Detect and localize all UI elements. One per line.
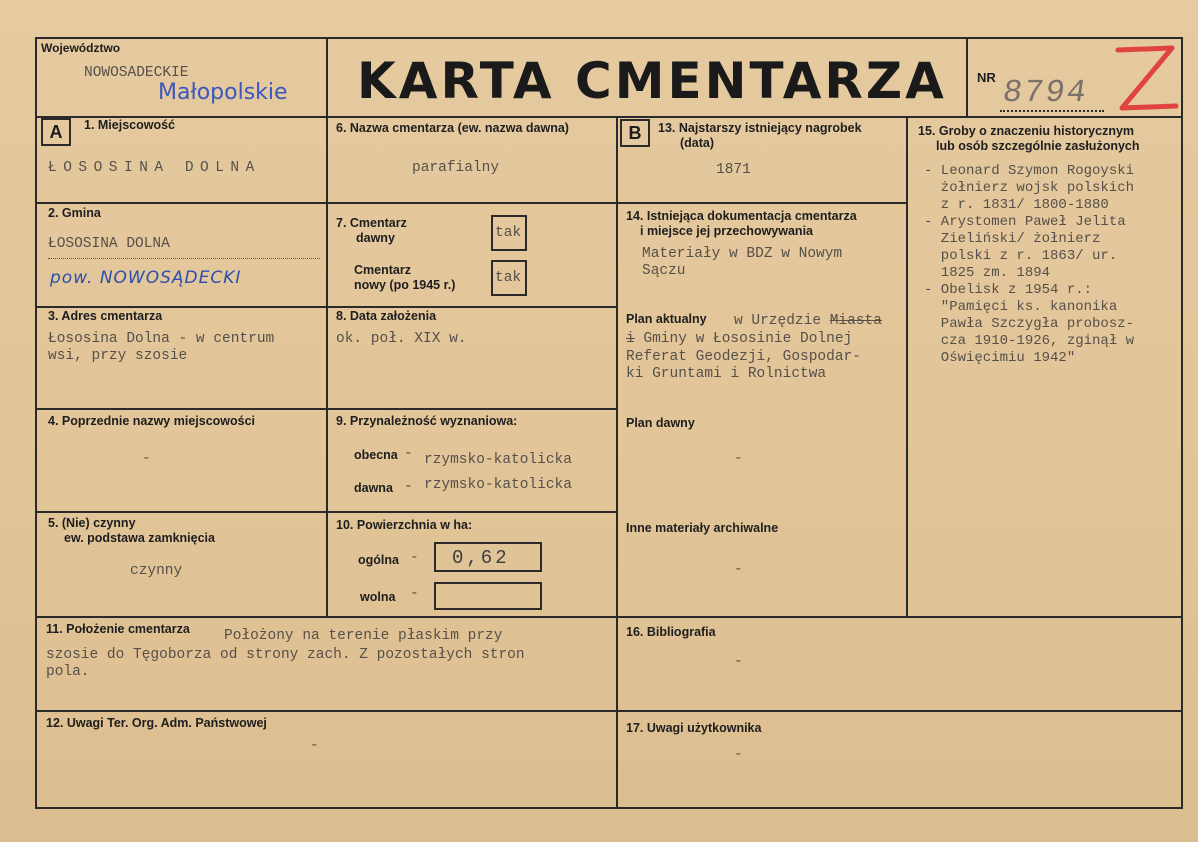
archives-value: - (734, 562, 743, 578)
header-divider (35, 116, 1183, 118)
red-z-mark (1110, 42, 1180, 116)
field-4-label: 4. Poprzednie nazwy miejscowości (48, 414, 256, 428)
field-15-label: 15. Groby o znaczeniu historycznym (918, 124, 1135, 138)
field-7-old-value: tak (495, 225, 522, 241)
field-2-value: ŁOSOSINA DOLNA (48, 236, 170, 252)
field-14-value: Materiały w BDZ w Nowym Sączu (642, 246, 843, 279)
field-16-value: - (734, 654, 743, 670)
plan-current-line-1 (734, 313, 882, 330)
field-2-underline (48, 258, 320, 259)
plan-current-line-3: Referat Geodezji, Gospodar- ki Gruntami i Rolnictwa (626, 349, 861, 382)
field-7-old-box (491, 215, 527, 251)
field-7-label: 7. Cmentarz (336, 216, 407, 230)
col-divider-2 (616, 116, 618, 809)
plan-current-strike-1: Miasta (829, 313, 882, 329)
row-divider-1 (35, 202, 907, 204)
field-10-total-label: ogólna (358, 553, 399, 567)
nr-label: NR (977, 70, 996, 85)
nr-value: 8794 (1000, 74, 1091, 111)
plan-current-strike-2: i (626, 331, 635, 347)
field-12-value: - (310, 738, 319, 754)
field-10-total-dash: - (410, 550, 419, 566)
header-right-divider (966, 37, 968, 116)
voivodeship-typed: NOWOSADECKIE (84, 65, 189, 81)
field-13-sublabel: (data) (680, 136, 715, 150)
plan-current-text-a: w Urzędzie (734, 313, 830, 329)
section-a-letter: A (41, 118, 71, 146)
field-10-free-box (434, 582, 542, 610)
field-7-new-sublabel: nowy (po 1945 r.) (354, 278, 456, 292)
field-10-free-label: wolna (360, 590, 396, 604)
nr-underline (1000, 110, 1104, 112)
field-1-value: ŁOSOSINA DOLNA (48, 160, 261, 176)
field-11-value-rest: szosie do Tęgoborza od strony zach. Z pozostałych stron pola. (46, 647, 525, 680)
field-11-label: 11. Położenie cmentarza (46, 622, 190, 636)
field-15-sublabel: lub osób szczególnie zasłużonych (936, 139, 1140, 153)
field-10-total-value: 0,62 (452, 547, 510, 569)
row-divider-3 (35, 408, 616, 410)
plan-old-value: - (734, 451, 743, 467)
field-17-value: - (734, 747, 743, 763)
field-8-value: ok. poł. XIX w. (336, 331, 467, 347)
field-1-label: 1. Miejscowość (84, 118, 176, 132)
row-divider-4 (35, 511, 616, 513)
plan-current-text-b: Gminy w Łososinie Dolnej (634, 331, 853, 347)
header-left-divider (326, 37, 328, 116)
card-title: KARTA CMENTARZA (357, 52, 947, 110)
archives-label: Inne materiały archiwalne (626, 521, 779, 535)
field-9-former-value: rzymsko-katolicka (424, 477, 572, 493)
field-14-label: 14. Istniejąca dokumentacja cmentarza (626, 209, 857, 223)
field-12-label: 12. Uwagi Ter. Org. Adm. Państwowej (46, 716, 267, 730)
field-5-label: 5. (Nie) czynny (48, 516, 136, 530)
field-10-free-dash: - (410, 586, 419, 602)
field-13-value: 1871 (716, 162, 751, 178)
plan-current-label: Plan aktualny (626, 312, 707, 326)
field-11-value-line-1: Położony na terenie płaskim przy (224, 628, 503, 644)
field-2-label: 2. Gmina (48, 206, 101, 220)
field-9-current-label: obecna (354, 448, 398, 462)
plan-current-line-2 (626, 331, 852, 348)
red-z-letter: Z (1145, 82, 1146, 83)
row-divider-5 (35, 616, 1183, 618)
field-7-old-label: dawny (356, 231, 395, 245)
field-7-new-value: tak (495, 270, 522, 286)
field-14-sublabel: i miejsce jej przechowywania (640, 224, 813, 238)
field-8-label: 8. Data założenia (336, 309, 437, 323)
field-17-label: 17. Uwagi użytkownika (626, 721, 762, 735)
field-9-former-label: dawna (354, 481, 393, 495)
field-13-label: 13. Najstarszy istniejący nagrobek (658, 121, 862, 135)
field-7-new-label: Cmentarz (354, 263, 411, 277)
field-10-label: 10. Powierzchnia w ha: (336, 518, 473, 532)
section-b-letter: B (620, 119, 650, 147)
field-2-handwritten: pow. NOWOSĄDECKI (50, 268, 242, 288)
field-9-current-dash: - (404, 446, 413, 462)
field-6-label: 6. Nazwa cmentarza (ew. nazwa dawna) (336, 121, 569, 135)
field-3-label: 3. Adres cmentarza (48, 309, 163, 323)
field-9-former-dash: - (404, 479, 413, 495)
voivodeship-label: Województwo (41, 41, 121, 55)
field-4-value: - (142, 451, 151, 467)
field-9-current-value: rzymsko-katolicka (424, 452, 572, 468)
field-9-label: 9. Przynależność wyznaniowa: (336, 414, 518, 428)
row-divider-6 (35, 710, 1183, 712)
field-10-total-box (434, 542, 542, 572)
voivodeship-stamp: Małopolskie (158, 80, 288, 105)
field-16-label: 16. Bibliografia (626, 625, 716, 639)
field-3-value: Łososina Dolna - w centrum wsi, przy szosie (48, 331, 275, 364)
row-divider-2 (35, 306, 616, 308)
field-6-value: parafialny (412, 160, 500, 176)
field-5-sublabel: ew. podstawa zamknięcia (64, 531, 215, 545)
field-5-value: czynny (130, 563, 183, 579)
col-divider-3 (906, 116, 908, 616)
field-7-new-box (491, 260, 527, 296)
plan-old-label: Plan dawny (626, 416, 695, 430)
col-divider-1 (326, 116, 328, 616)
field-15-value: - Leonard Szymon Rogoyski żołnierz wojsk polskich z r. 1831/ 1800-1880 - Arystomen Paweł Jelita Zieliński/ żołnierz polski z r. 1863/ ur. 1825 zm. 1894 - Obelisk z 1954 r.: "Pamięci ks. kanonika Pawła Szczygła probosz- cza 1910-1926, zginął w Oświęcimiu 1942" (924, 163, 1135, 366)
